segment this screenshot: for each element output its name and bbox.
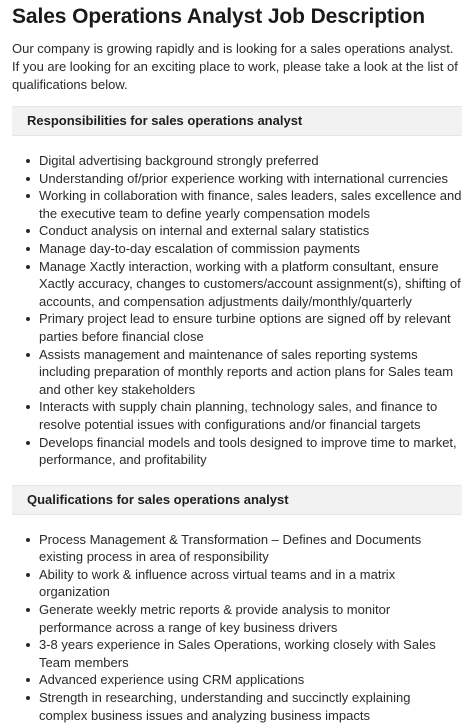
list-item: Understanding of/prior experience working with international currencies [26,170,462,188]
qualifications-list [12,531,462,724]
list-item: Manage Xactly interaction, working with a platform consultant, ensure Xactly accuracy, changes to customers/account assignment(s), shifting of accounts, and compensation adjustments daily/monthly/quarterly [26,258,462,311]
responsibilities-heading: Responsibilities for sales operations analyst [12,106,462,136]
list-item: Manage day-to-day escalation of commission payments [26,240,462,258]
list-item: Generate weekly metric reports & provide analysis to monitor performance across a range of key business drivers [26,601,462,636]
list-item: Assists management and maintenance of sales reporting systems including preparation of monthly reports and action plans for Sales team and other key stakeholders [26,346,462,399]
intro-paragraph: Our company is growing rapidly and is looking for a sales operations analyst. If you are looking for an exciting place to work, please take a look at the list of qualifications below. [12,41,458,92]
list-item: Digital advertising background strongly preferred [26,152,462,170]
list-item: Advanced experience using CRM applications [26,671,462,689]
list-item: Interacts with supply chain planning, technology sales, and finance to resolve potential issues with configurations and/or financial targets [26,398,462,433]
list-item: 3-8 years experience in Sales Operations, working closely with Sales Team members [26,636,462,671]
responsibilities-list [12,152,462,469]
list-item: Primary project lead to ensure turbine options are signed off by relevant parties before financial close [26,310,462,345]
list-item: Conduct analysis on internal and external salary statistics [26,222,462,240]
list-item: Strength in researching, understanding and succinctly explaining complex business issues and analyzing business impacts [26,689,462,724]
page-title: Sales Operations Analyst Job Description [12,5,426,28]
list-item: Working in collaboration with finance, sales leaders, sales excellence and the executive team to define yearly compensation models [26,187,462,222]
list-item: Ability to work & influence across virtual teams and in a matrix organization [26,566,462,601]
list-item: Develops financial models and tools designed to improve time to market, performance, and profitability [26,434,462,469]
qualifications-heading: Qualifications for sales operations analyst [12,485,462,515]
list-item: Process Management & Transformation – Defines and Documents existing process in area of responsibility [26,531,462,566]
